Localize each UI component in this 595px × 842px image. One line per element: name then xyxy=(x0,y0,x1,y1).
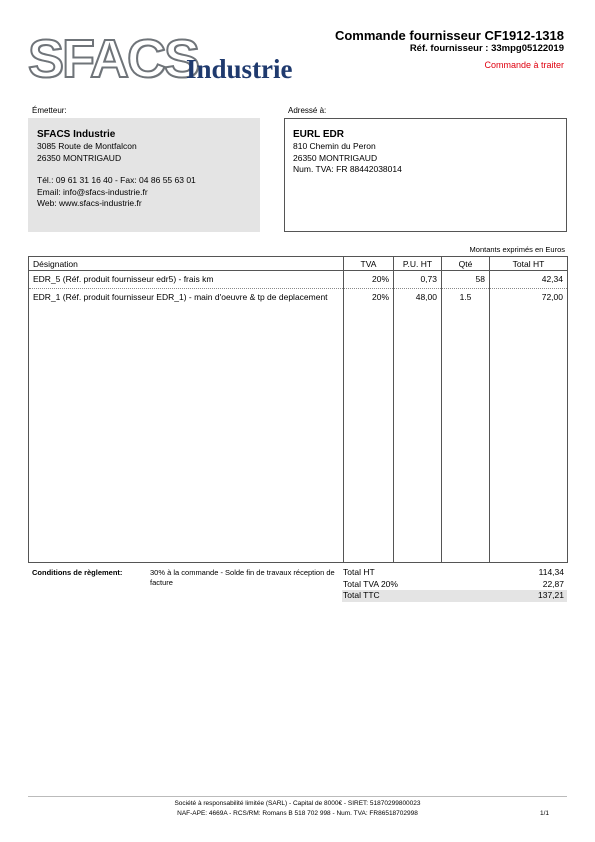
total-ttc-label: Total TTC xyxy=(343,590,380,600)
col-header-designation: Désignation xyxy=(29,257,344,271)
total-tva-value: 22,87 xyxy=(542,578,564,589)
footer-legal-line2: NAF-APE: 4669A - RCS/RM: Romans B 518 702 998 - Num. TVA: FR86518702998 xyxy=(177,810,418,817)
total-ttc-value: 137,21 xyxy=(538,590,564,600)
cell-quantity: 58 xyxy=(442,271,490,289)
cell-unit-price: 0,73 xyxy=(394,271,442,289)
cell-tva: 20% xyxy=(344,289,394,563)
total-ht-value: 114,34 xyxy=(538,567,564,577)
col-header-total: Total HT xyxy=(490,257,568,271)
logo-mark: SFACS xyxy=(28,29,199,89)
table-header-row xyxy=(29,257,568,271)
cell-designation: EDR_1 (Réf. produit fournisseur EDR_1) - main d'oeuvre & tp de deplacement xyxy=(29,289,344,563)
footer-divider xyxy=(28,796,567,797)
total-tva-label: Total TVA 20% xyxy=(343,578,398,589)
col-header-quantity: Qté xyxy=(442,257,490,271)
emitter-street: 3085 Route de Montfalcon xyxy=(37,141,137,151)
page-number: 1/1 xyxy=(539,810,549,817)
cell-designation: EDR_5 (Réf. produit fournisseur edr5) - frais km xyxy=(29,271,344,289)
total-ttc-row xyxy=(342,590,567,602)
recipient-block xyxy=(284,118,567,232)
recipient-vat: Num. TVA: FR 88442038014 xyxy=(293,164,402,174)
supplier-reference: Réf. fournisseur : 33mpg05122019 xyxy=(409,43,564,54)
recipient-city: 26350 MONTRIGAUD xyxy=(293,152,378,163)
col-header-tva: TVA xyxy=(344,257,394,271)
cell-tva: 20% xyxy=(344,271,394,289)
emitter-city: 26350 MONTRIGAUD xyxy=(37,152,122,163)
payment-terms-label: Conditions de règlement: xyxy=(32,568,123,577)
company-logo xyxy=(28,29,318,89)
emitter-phone: Tél.: 09 61 31 16 40 - Fax: 04 86 55 63 01 xyxy=(37,175,196,185)
cell-total: 72,00 xyxy=(490,289,568,563)
footer-legal-line1: Société à responsabilité limitée (SARL) - Capital de 8000€ - SIRET: 51870299800023 xyxy=(174,800,421,807)
recipient-name: EURL EDR xyxy=(293,129,344,140)
total-ht-row xyxy=(342,567,567,579)
col-header-unit-price: P.U. HT xyxy=(394,257,442,271)
emitter-name: SFACS Industrie xyxy=(37,129,116,140)
emitter-block xyxy=(28,118,260,232)
currency-note: Montants exprimés en Euros xyxy=(469,245,565,254)
cell-unit-price: 48,00 xyxy=(394,289,442,563)
totals-block xyxy=(342,567,567,602)
table-row xyxy=(29,271,568,289)
emitter-web[interactable]: Web: www.sfacs-industrie.fr xyxy=(37,198,142,208)
document-title: Commande fournisseur CF1912-1318 xyxy=(334,28,564,43)
logo-subtitle: Industrie xyxy=(186,54,293,84)
emitter-label: Émetteur: xyxy=(32,106,67,115)
dest-label: Adressé à: xyxy=(288,106,327,115)
total-tva-row xyxy=(342,579,567,591)
cell-quantity: 1.5 xyxy=(442,289,490,563)
emitter-email[interactable]: Email: info@sfacs-industrie.fr xyxy=(37,186,148,197)
payment-terms-text: 30% à la commande - Solde fin de travaux réception de facture xyxy=(150,568,335,587)
total-ht-label: Total HT xyxy=(343,567,375,577)
order-status: Commande à traiter xyxy=(484,60,564,70)
recipient-street: 810 Chemin du Peron xyxy=(293,141,376,151)
cell-total: 42,34 xyxy=(490,271,568,289)
table-row xyxy=(29,289,568,563)
order-lines-table xyxy=(28,256,568,563)
